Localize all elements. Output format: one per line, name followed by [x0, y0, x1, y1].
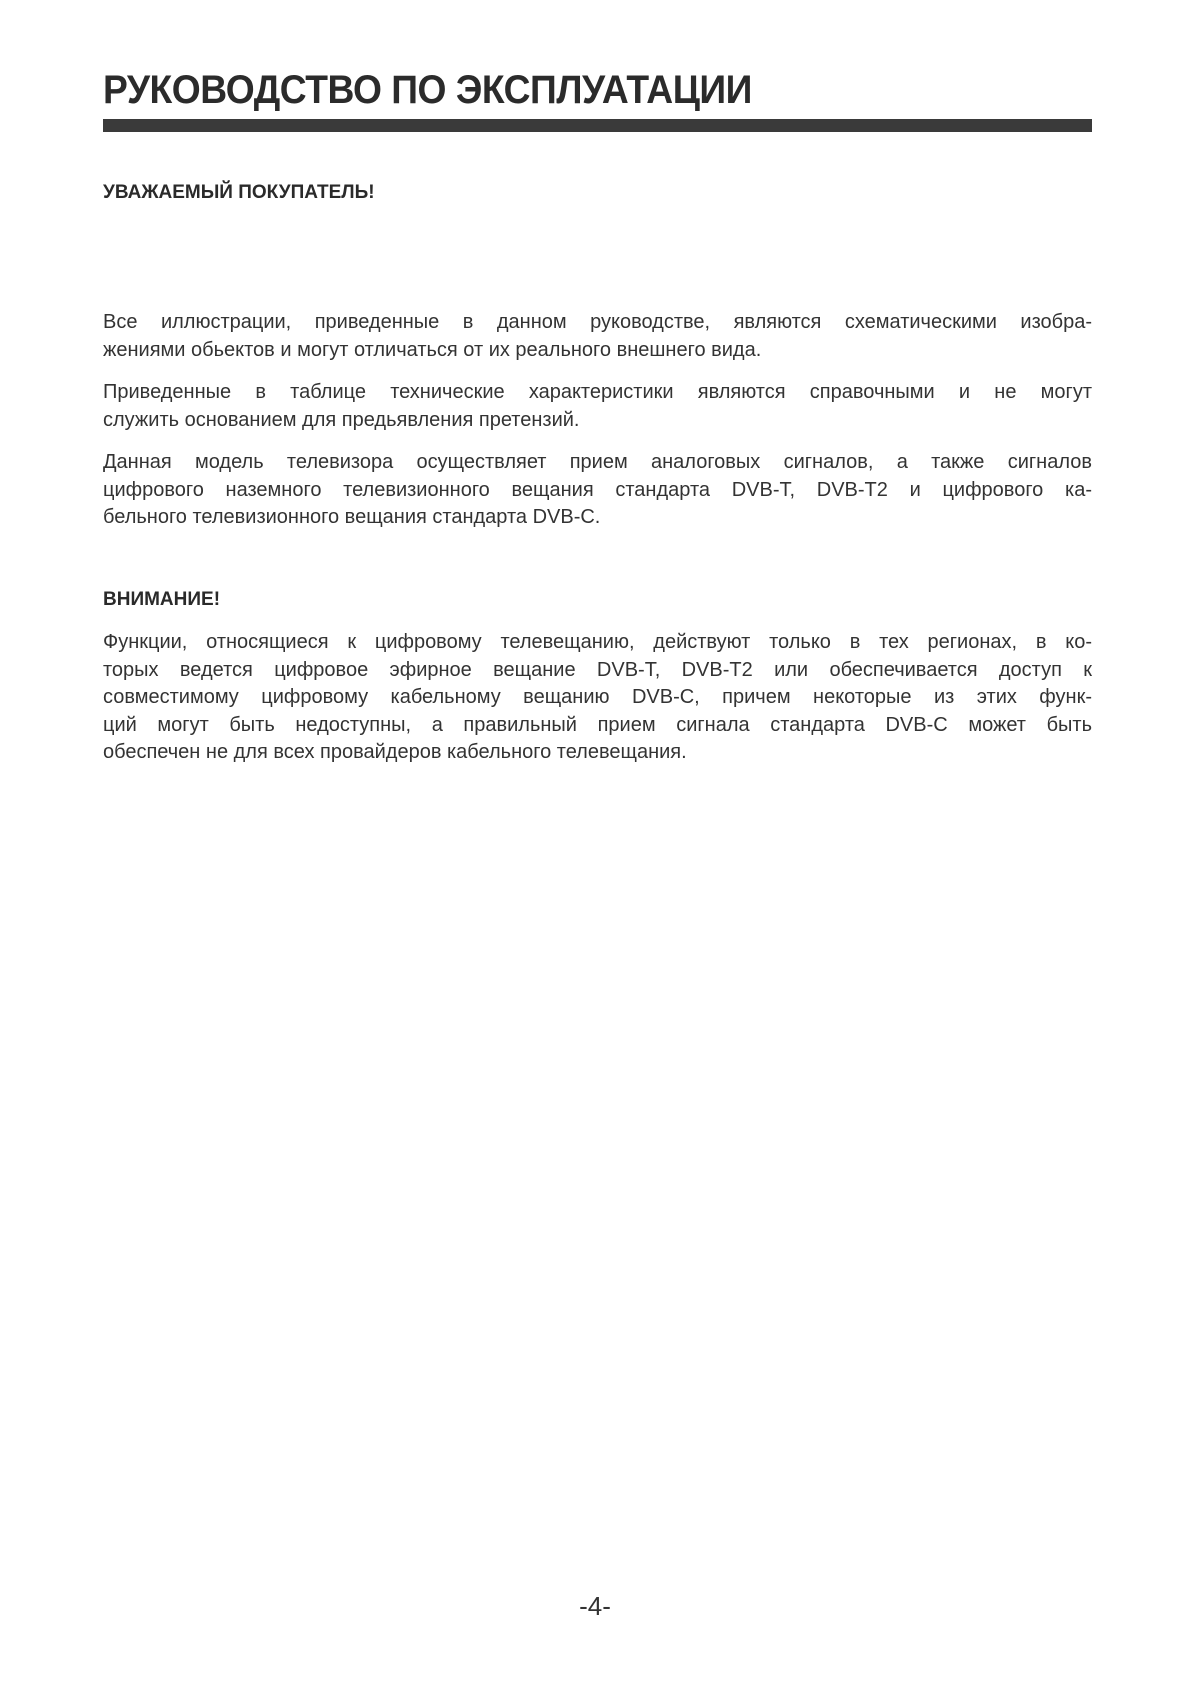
paragraph-line: Данная модель телевизора осуществляет прием аналоговых сигналов, а также сигналов: [103, 451, 1092, 473]
paragraph-line: Приведенные в таблице технические характеристики являются справочными и не могут: [103, 381, 1092, 403]
paragraph-line: бельного телевизионного вещания стандарта DVB-C.: [103, 506, 601, 528]
paragraph-attention: [103, 629, 1092, 767]
page-title: РУКОВОДСТВО ПО ЭКСПЛУАТАЦИИ: [103, 68, 752, 112]
page-number: -4-: [579, 1591, 611, 1621]
paragraph-line: торых ведется цифровое эфирное вещание DVB-T, DVB-T2 или обеспечивается доступ к: [103, 658, 1092, 681]
paragraph-line: ций могут быть недоступны, а правильный прием сигнала стандарта DVB-C может быть: [103, 713, 1092, 736]
title-divider: [103, 119, 1092, 132]
paragraph-line: жениями обьектов и могут отличаться от их реального внешнего вида.: [103, 338, 762, 361]
paragraph-line: цифрового наземного телевизионного вещания стандарта DVB-T, DVB-T2 и цифрового ка-: [103, 478, 1092, 501]
paragraph-line: Все иллюстрации, приведенные в данном руководстве, являются схематическими изобра-: [103, 311, 1092, 333]
paragraph-line: служить основанием для предьявления претензий.: [103, 408, 580, 431]
paragraph-line: обеспечен не для всех провайдеров кабельного телевещания.: [103, 741, 687, 763]
paragraph-signal-reception: [103, 449, 1092, 532]
paragraph-illustrations: [103, 309, 1092, 364]
paragraph-line: совместимому цифровому кабельному вещанию DVB-C, причем некоторые из этих функ-: [103, 686, 1092, 708]
greeting-heading: УВАЖАЕМЫЙ ПОКУПАТЕЛЬ!: [103, 182, 375, 203]
paragraph-specifications: [103, 379, 1092, 434]
paragraph-line: Функции, относящиеся к цифровому телевещанию, действуют только в тех регионах, в ко-: [103, 631, 1092, 653]
attention-heading: ВНИМАНИЕ!: [103, 589, 221, 610]
